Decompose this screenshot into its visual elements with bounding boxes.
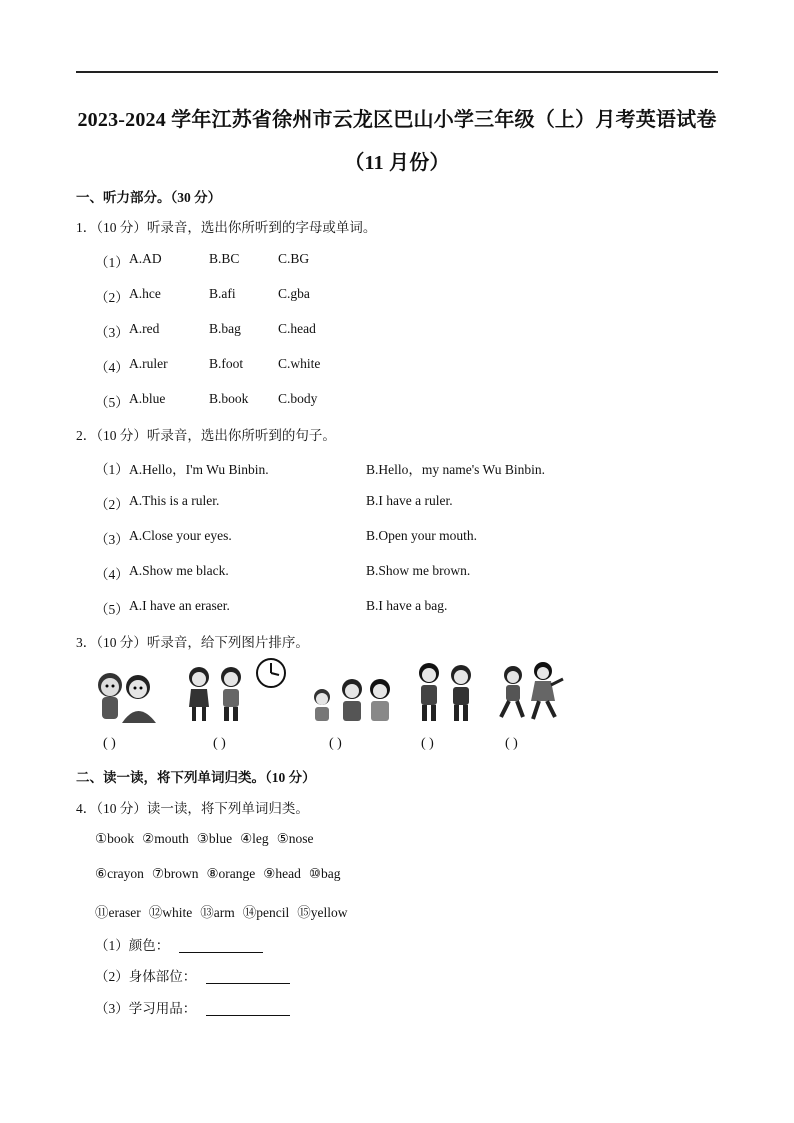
section-reading-heading: 二、读一读，将下列单词归类。（10 分）	[76, 770, 316, 785]
picture-5-children-running	[493, 657, 568, 727]
category-colors: （1）颜色：	[95, 934, 263, 954]
word-list-row-1	[95, 831, 322, 847]
word-item: ①book	[95, 831, 135, 846]
question-1-stem: 1．（10 分）听录音，选出你所听到的字母或单词。	[76, 220, 377, 235]
question-4-stem: 4．（10 分）读一读，将下列单词归类。	[76, 801, 309, 816]
answer-blank-body-parts[interactable]	[206, 969, 290, 984]
word-list-row-2	[95, 866, 349, 882]
category-school-things: （3）学习用品：	[95, 997, 290, 1017]
answer-paren-2[interactable]: ( )	[213, 736, 226, 751]
question-3-stem: 3．（10 分）听录音，给下列图片排序。	[76, 635, 309, 650]
picture-1-two-children	[88, 657, 168, 727]
word-item: ⑮yellow	[297, 905, 348, 920]
section-listening-heading: 一、听力部分。（30 分）	[76, 190, 222, 205]
question-2-stem: 2．（10 分）听录音，选出你所听到的句子。	[76, 428, 336, 443]
word-item: ⑦brown	[151, 866, 199, 881]
picture-4-two-children-standing	[413, 657, 483, 727]
answer-blank-colors[interactable]	[179, 938, 263, 953]
word-item: ⑪eraser	[95, 905, 141, 920]
answer-blank-school-things[interactable]	[206, 1001, 290, 1016]
answer-paren-5[interactable]: ( )	[505, 736, 518, 751]
word-item: ⑨head	[263, 866, 301, 881]
word-item: ②mouth	[142, 831, 189, 846]
picture-2-children-and-clock	[183, 657, 293, 727]
picture-strip	[88, 657, 568, 747]
word-item: ③blue	[196, 831, 233, 846]
word-item: ⑫white	[148, 905, 193, 920]
answer-paren-4[interactable]: ( )	[421, 736, 434, 751]
word-item: ⑭pencil	[242, 905, 290, 920]
category-body-parts: （2）身体部位：	[95, 965, 290, 985]
header-rule	[76, 71, 718, 73]
word-item: ⑥crayon	[95, 866, 144, 881]
word-item: ⑤nose	[276, 831, 314, 846]
word-item: ⑬arm	[200, 905, 235, 920]
page-subtitle: （11 月份）	[344, 152, 450, 174]
word-item: ④leg	[240, 831, 269, 846]
answer-paren-3[interactable]: ( )	[329, 736, 342, 751]
word-item: ⑩bag	[308, 866, 341, 881]
word-item: ⑧orange	[206, 866, 256, 881]
picture-3-three-children	[308, 657, 398, 727]
word-list-row-3	[95, 901, 355, 921]
answer-paren-1[interactable]: ( )	[103, 736, 116, 751]
page-title: 2023-2024 学年江苏省徐州市云龙区巴山小学三年级（上）月考英语试卷	[77, 109, 717, 131]
